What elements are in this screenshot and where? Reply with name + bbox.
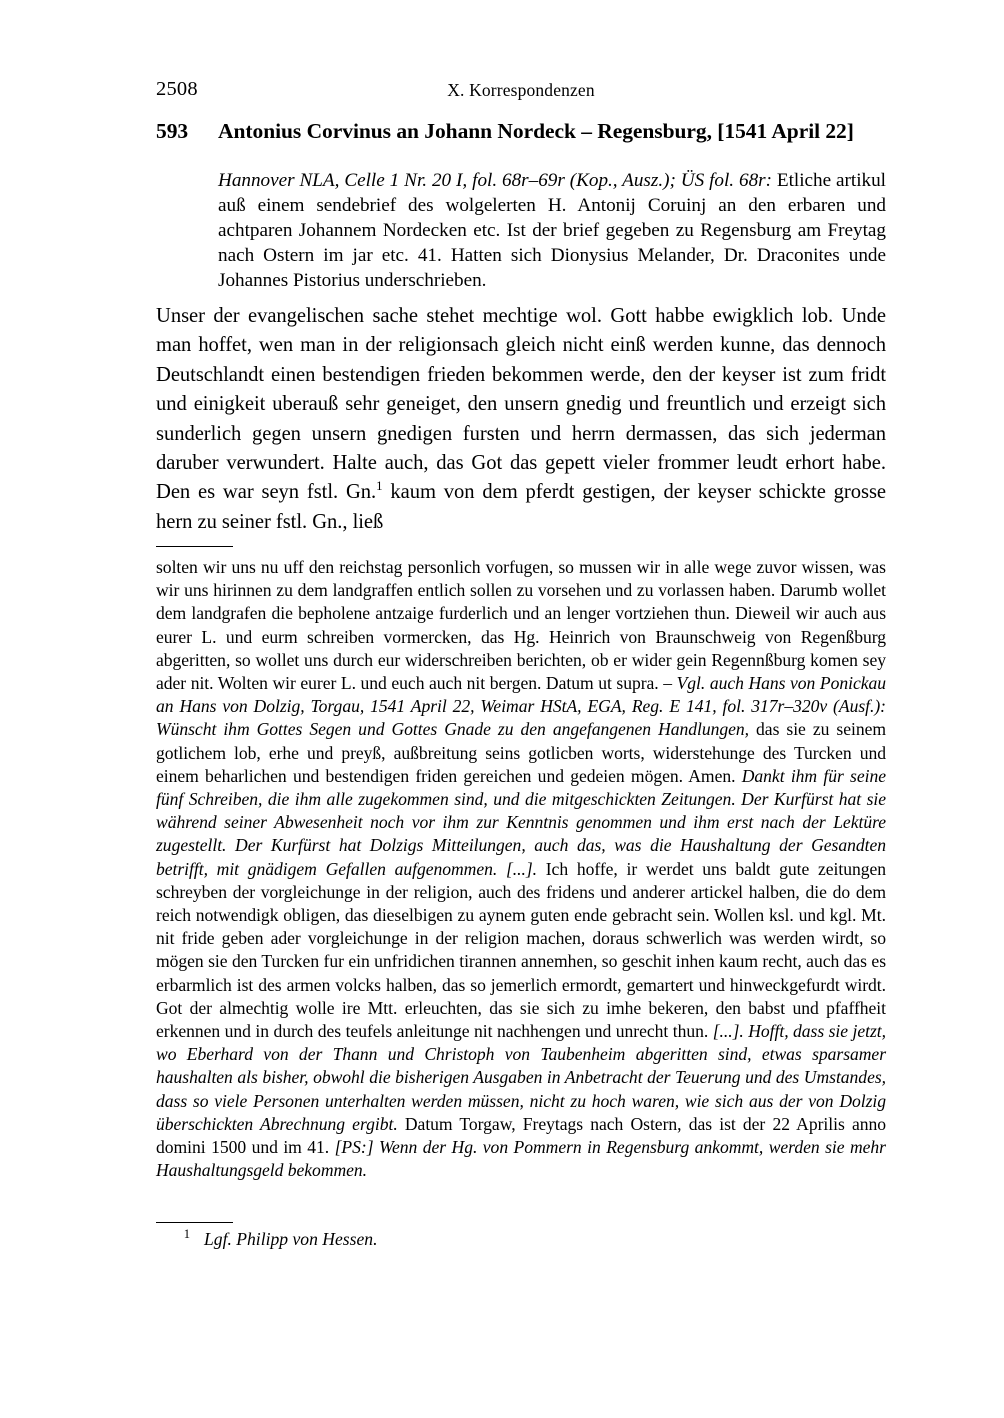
continuation-segment-4-italic: Dankt ihm für seine fünf Schreiben, die ihm alle zugekommen sind, und die mitgeschickten Zeitungen. Der Kurfürst hat sie während seiner Abwesenheit noch vor ihm zur Kenntnis genommen und ihm erst nach der Lektüre zugestellt. Der Kurfürst hat Dolzigs Mitteilungen, auch das, was die Haushaltung der Gesandten betrifft, mit gnädigem Gefallen aufgenommen. [...]. [156,765,886,879]
running-head [156,78,886,102]
continuation-segment-8-italic: [PS:] Wenn der Hg. von Pommern in Regensburg ankommt, werden sie mehr Haushaltungsgeld bekommen. [156,1137,886,1181]
letter-body-part-2: kaum von dem pferdt gestigen, der keyser schickte grosse hern zu seiner fstl. Gn., ließ [156,481,887,533]
page-number: 2508 [156,78,198,100]
regest-text: Etliche artikul auß einem sendebrief des wolgelerten H. Antonij Coruinj an den erbaren und achtparen Johannem Nordecken etc. Ist der brief gegeben zu Regensburg am Freytag nach Ostern im jar etc. 41. Hatten sich Dionysius Melander, Dr. Draconites unde Johannes Pistorius underschrieben. [218,170,886,292]
continuation-segment-5: Ich hoffe, ir werdet uns baldt gute zeitungen schreyben der vorgleichunge in der religion, auch des fridens und anderer artickel halben, die do dem reich notwendigk obligen, das dieselbigen zu aynem guten ende gebracht sein. Wollen ksl. und kgl. Mt. nit fride geben ader vorgleichunge in der religion machen, doraus schwerlich was werden wirdt, so mögen sie den Turcken fur ein unfridichen tirannen annemhen, so geschit inhen kaum recht, auch das es erbarmlich ist des armen volcks halben, das so jemerlich ermordt, gemartert und hinweckgefurdt wirdt. Got der almechtig wolle ire Mtt. erleuchten, das sie sich zu imhe bekeren, den babst und pfaffheit erkennen und in durch des teufels anleitunge nit nachhengen und unrecht thun. [156,858,886,1042]
document-heading [156,118,896,144]
continuation-segment-6-italic: [...]. Hofft, dass sie jetzt, wo Eberhard von der Thann und Christoph von Taubenheim abgeritten sind, etwas sparsamer haushalten als bisher, obwohl die bisherigen Ausgaben in Anbetracht der Teuerung und des Umstandes, dass so viele Personen unterhalten werden müssen, nicht zu hoch waren, wie sich aus der von Dolzig überschickten Abrechnung ergibt. [156,1021,887,1134]
continuation-segment-2-italic: Vgl. auch Hans von Ponickau an Hans von Dolzig, Torgau, 1541 April 22, Weimar HStA, EGA, Reg. E 141, fol. 317r–320v (Ausf.): Wünscht ihm Gottes Segen und Gottes Gnade zu den angefangenen Handlungen, [156,673,886,740]
continuation-segment-3: das sie zu seinem gotlichem lob, erhe und preyß, außbreitung seins gotlicben worts, widerstehunge des Turcken und einem beharlichen und bestendigen friden gereichen und gedeien mögen. Amen. [156,719,886,786]
continuation-text [156,556,886,1182]
document-number: 593 [156,119,189,143]
footnote-1: 1 Lgf. Philipp von Hessen. [183,1227,378,1249]
source-and-regest [218,168,886,293]
document-title: Antonius Corvinus an Johann Nordeck – Regensburg, [1541 April 22] [218,119,854,143]
continuation-rule [156,546,233,547]
continuation-segment-7: Datum Torgaw, Freytags nach Ostern, das ist der 22 Aprilis anno domini 1500 und im 41. [156,1113,887,1158]
footnote-rule [156,1222,233,1223]
footnote-reference-1[interactable]: 1 [376,479,383,494]
archival-citation: Hannover NLA, Celle 1 Nr. 20 I, fol. 68r–69r (Kop., Ausz.); ÜS fol. 68r: [218,170,772,191]
continuation-segment-1: solten wir uns nu uff den reichstag personlich vorfugen, so mussen wir in alle wege zuvor wissen, was wir uns hirinnen zu dem landgraffen entlich sollen zu vorsehen und zu vorlassen haben. Darumb wollet dem landgrafen die bepholene antzaige furderlich und an lenger vortziehen thun. Dieweil wir auch aus eurer L. und eurm schreiben vormercken, das Hg. Heinrich von Braunschweig von Regenßburg abgeritten, so wollet uns durch eur widerschreiben berichten, ob er wider gein Regennßburg komen sey ader nit. Wolten wir eurer L. und euch auch nit bergen. Datum ut supra. – [156,557,886,694]
letter-body [156,302,886,537]
letter-body-part-1: Unser der evangelischen sache stehet mechtige wol. Gott habbe ewigklich lob. Unde man hoffet, wen man in der religionsach gleich nicht einß werden kunne, das dennoch Deutschlandt einen bestendigen frieden bekommen werde, den der keyser ist zum fridt und einigkeit uberauß sehr geneiget, den unsern gnedig und freuntlich und erzeigt sich sunderlich gegen unsern gnedigen fursten und herrn dermassen, das sich jederman daruber verwundert. Halte auch, das Got das gepett vieler frommer leudt erhort habe. Den es war seyn fstl. Gn. [156,305,886,504]
running-head-title: X. Korrespondenzen [447,80,595,100]
footnote-text: Lgf. Philipp von Hessen. [204,1229,378,1249]
